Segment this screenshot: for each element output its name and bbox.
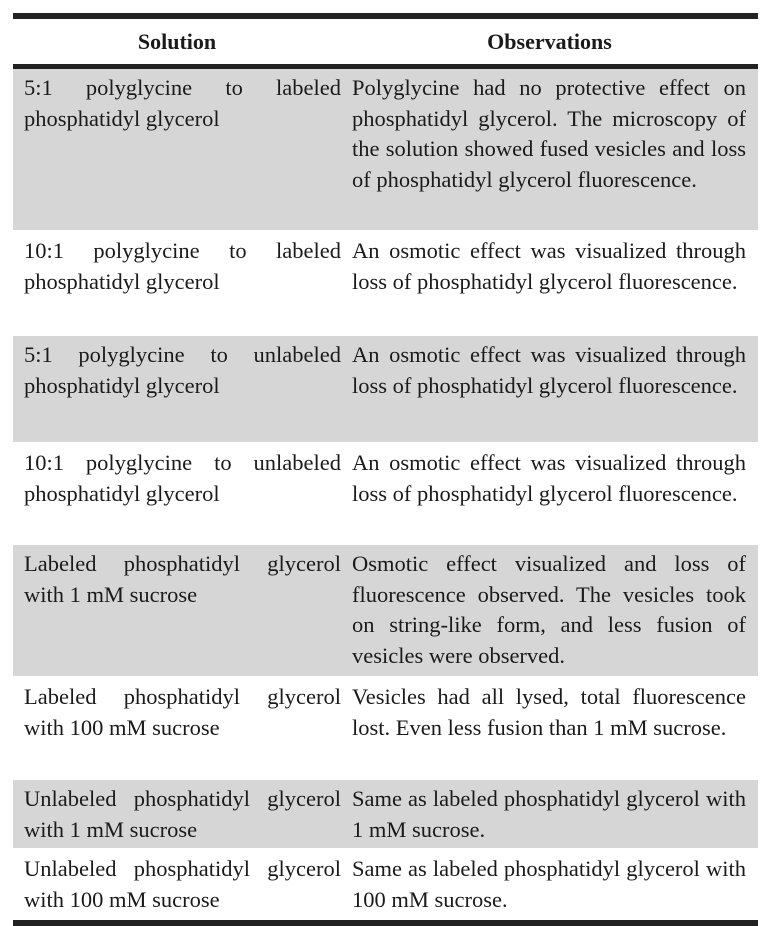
table-row — [13, 850, 758, 920]
observation-cell: An osmotic effect was visualized through loss of phosphatidyl glycerol fluorescence. — [352, 342, 746, 398]
table-row — [13, 336, 758, 444]
header-solution: Solution — [137, 28, 217, 54]
solution-cell: Unlabeled phosphatidyl glycerol with 100 mM sucrose — [24, 856, 341, 912]
table-row — [13, 780, 758, 850]
observation-cell: Osmotic effect visualized and loss of fluorescence observed. The vesicles took on string-like form, and less fusion of vesicles were observed. — [352, 551, 746, 668]
solution-cell: Unlabeled phosphatidyl glycerol with 1 mM sucrose — [24, 786, 341, 842]
table-header — [13, 19, 758, 69]
observation-cell: An osmotic effect was visualized through loss of phosphatidyl glycerol fluorescence. — [352, 450, 746, 506]
table-row — [13, 69, 758, 232]
observation-cell: Same as labeled phosphatidyl glycerol with 1 mM sucrose. — [352, 786, 746, 842]
solution-cell: 10:1 polyglycine to labeled phosphatidyl glycerol — [24, 238, 341, 294]
observation-cell: Same as labeled phosphatidyl glycerol with 100 mM sucrose. — [352, 856, 746, 912]
observation-cell: Polyglycine had no protective effect on phosphatidyl glycerol. The microscopy of the solution showed fused vesicles and loss of phosphatidyl glycerol fluorescence. — [352, 75, 746, 192]
observation-cell: Vesicles had all lysed, total fluorescence lost. Even less fusion than 1 mM sucrose. — [352, 684, 746, 740]
observation-cell: An osmotic effect was visualized through loss of phosphatidyl glycerol fluorescence. — [352, 238, 746, 294]
observations-table — [13, 13, 758, 926]
solution-cell: 10:1 polyglycine to unlabeled phosphatidyl glycerol — [24, 450, 341, 506]
solution-cell: 5:1 polyglycine to labeled phosphatidyl glycerol — [24, 75, 341, 131]
solution-cell: Labeled phosphatidyl glycerol with 100 mM sucrose — [24, 684, 341, 740]
solution-cell: 5:1 polyglycine to unlabeled phosphatidyl glycerol — [24, 342, 341, 398]
header-observations: Observations — [487, 28, 612, 54]
solution-cell: Labeled phosphatidyl glycerol with 1 mM sucrose — [24, 551, 341, 607]
table-row — [13, 545, 758, 678]
table-row — [13, 232, 758, 336]
table-row — [13, 678, 758, 780]
table-row — [13, 444, 758, 545]
